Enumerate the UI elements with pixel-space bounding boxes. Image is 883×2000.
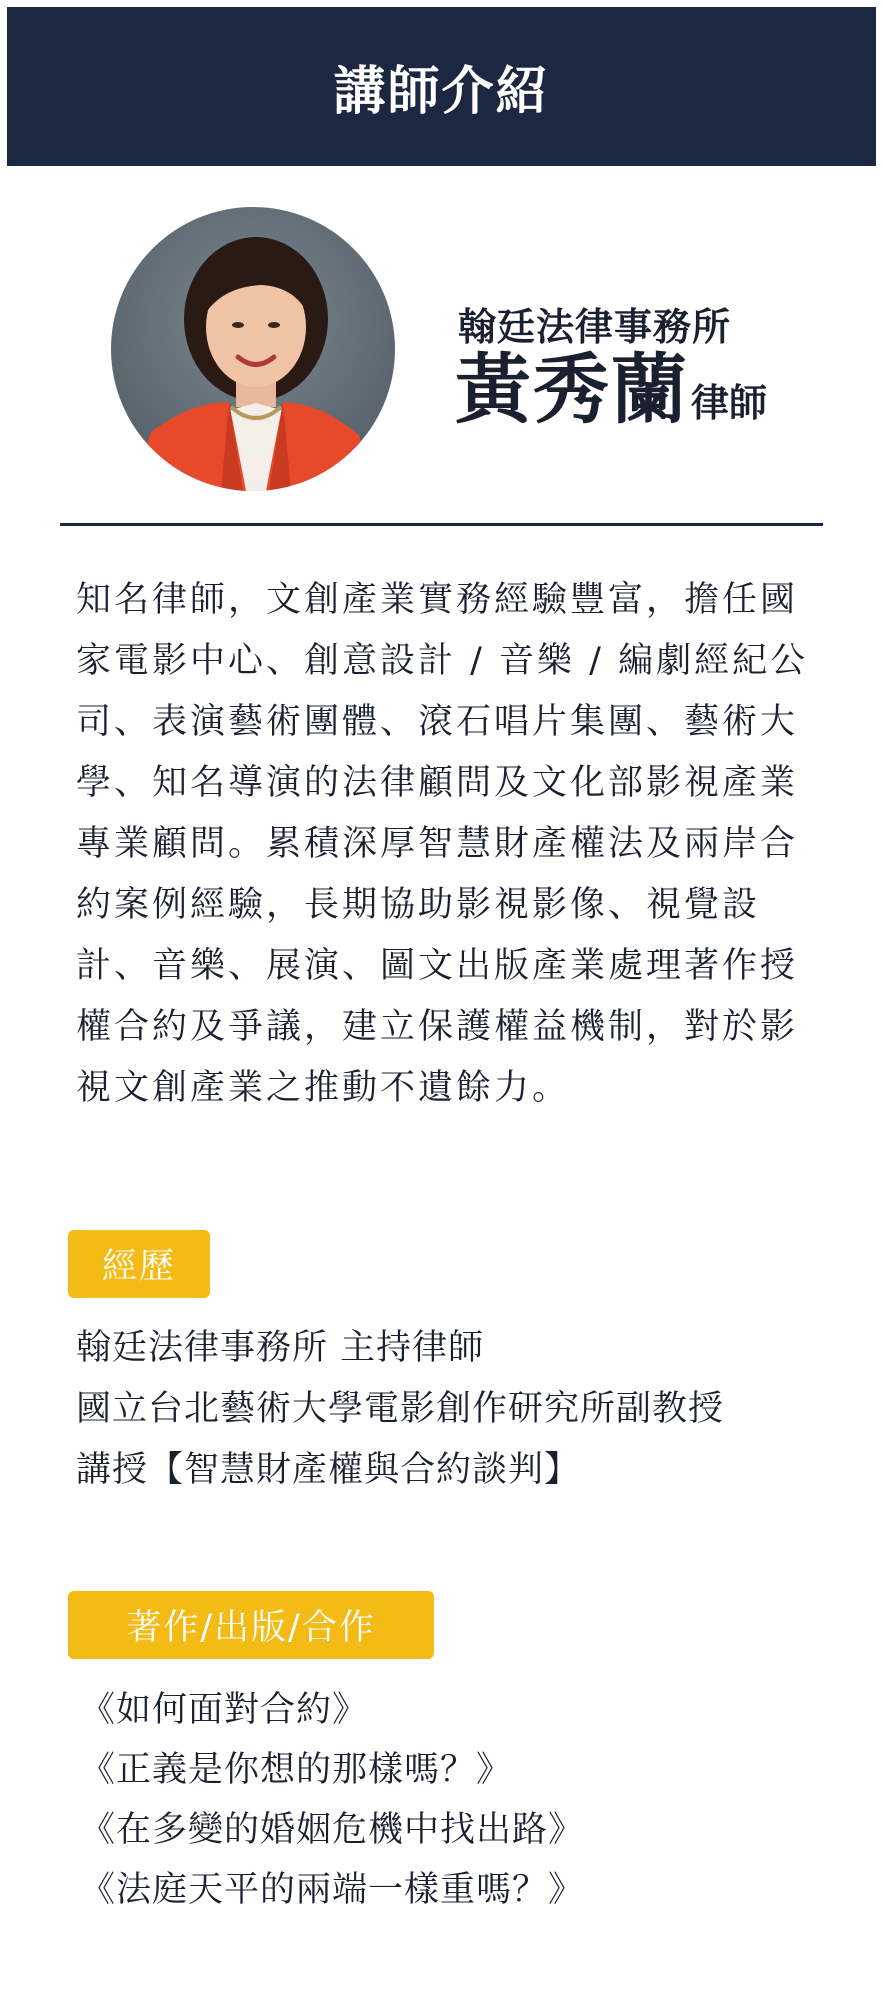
experience-item: 國立台北藝術大學電影創作研究所副教授 bbox=[76, 1389, 725, 1429]
publication-item: 《在多變的婚姻危機中找出路》 bbox=[80, 1810, 585, 1850]
experience-list bbox=[76, 1318, 724, 1501]
page-header bbox=[7, 7, 876, 166]
lecturer-name: 黃秀蘭 bbox=[455, 345, 689, 434]
publication-item: 《法庭天平的兩端一樣重嗎？》 bbox=[80, 1870, 585, 1910]
publication-item: 《如何面對合約》 bbox=[80, 1690, 369, 1730]
publications-list bbox=[80, 1680, 584, 1920]
lecturer-bio: 知名律師，文創產業實務經驗豐富，擔任國家電影中心、創意設計 / 音樂 / 編劇經紀公司、表演藝術團體、滾石唱片集團、藝術大學、知名導演的法律顧問及文化部影視產業專業顧問。累積深厚智慧財產權法及兩岸合約案例經驗，長期協助影視影像、視覺設計、音樂、展演、圖文出版產業處理著作授權合約及爭議，建立保護權益機制，對於影視文創產業之推動不遺餘力。 bbox=[76, 580, 809, 1108]
experience-tag: 經歷 bbox=[68, 1230, 210, 1298]
page-title: 講師介紹 bbox=[333, 62, 550, 122]
law-firm-name: 翰廷法律事務所 bbox=[458, 305, 732, 349]
avatar bbox=[111, 207, 395, 491]
experience-item: 講授【智慧財產權與合約談判】 bbox=[76, 1450, 581, 1490]
experience-item: 翰廷法律事務所 主持律師 bbox=[76, 1328, 485, 1368]
section-divider bbox=[60, 523, 823, 526]
publications-tag: 著作/出版/合作 bbox=[68, 1591, 434, 1659]
lecturer-name-line bbox=[455, 345, 768, 434]
publication-item: 《正義是你想的那樣嗎？》 bbox=[80, 1750, 513, 1790]
portrait-image bbox=[111, 207, 395, 491]
lecturer-title: 律師 bbox=[691, 381, 768, 425]
